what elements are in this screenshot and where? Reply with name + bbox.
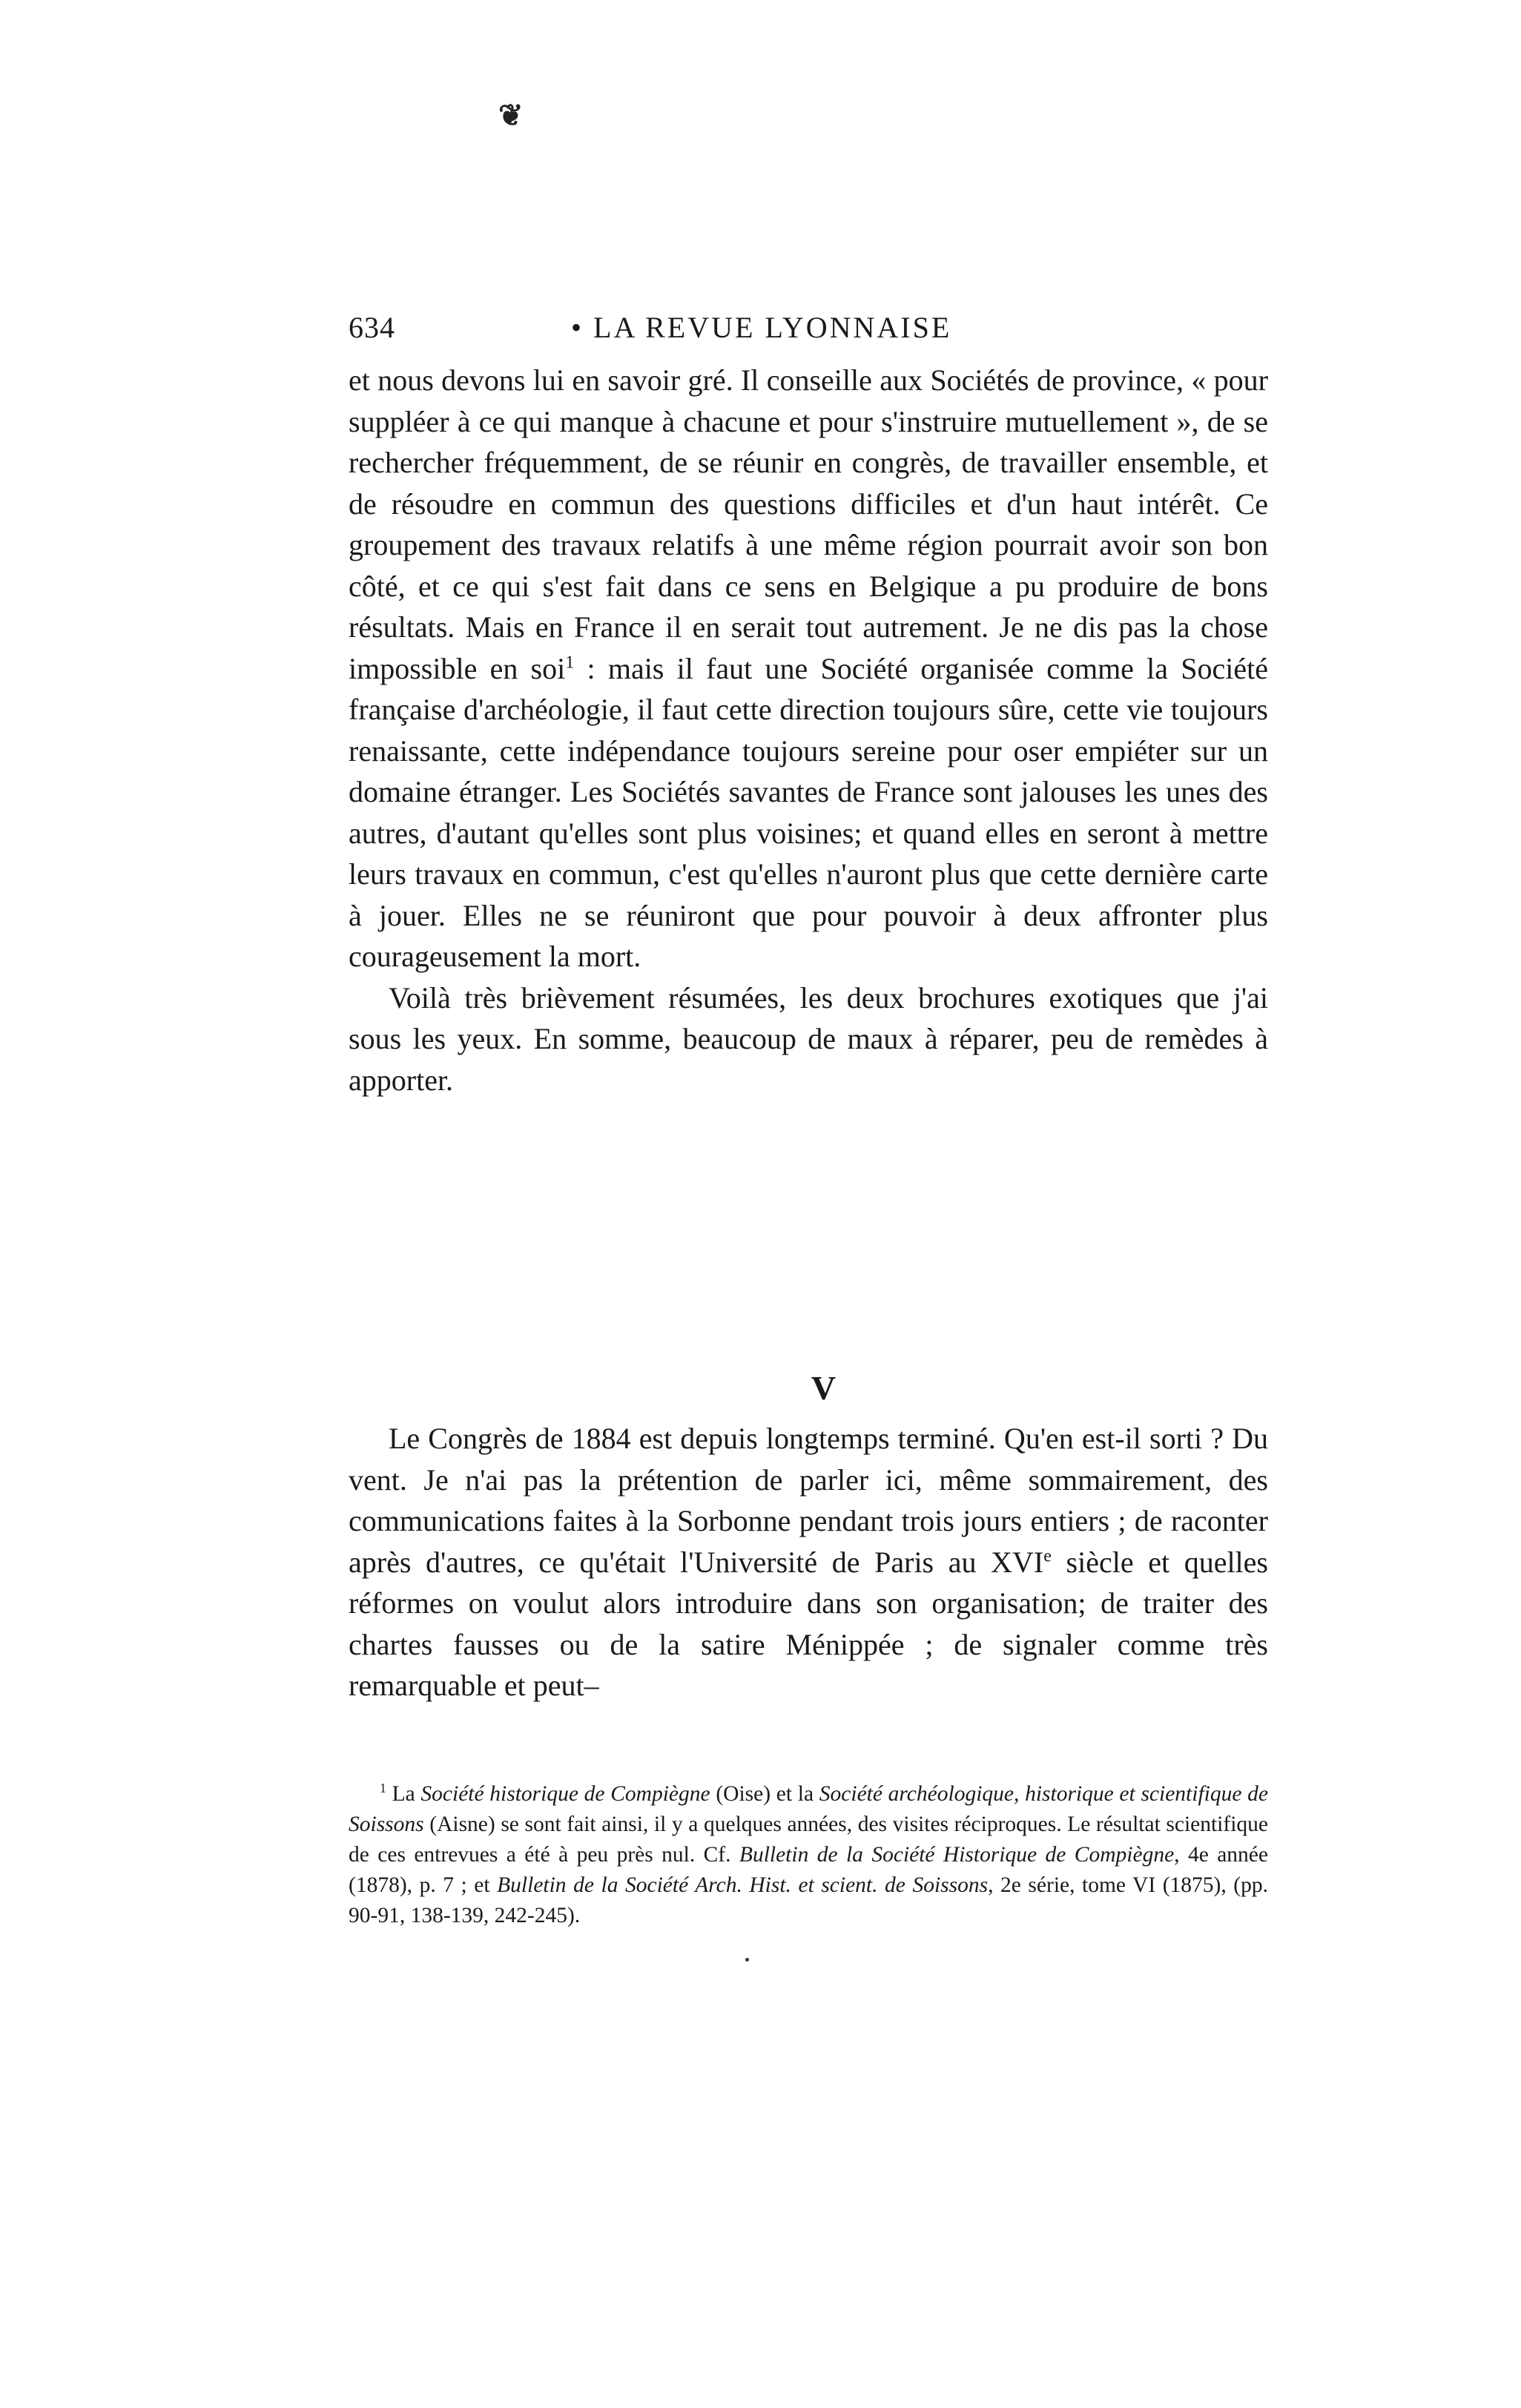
section-heading: V <box>811 1369 837 1407</box>
footnote-ref: 1 <box>565 653 575 673</box>
century-superscript: e <box>1043 1546 1052 1566</box>
page-mark: ❦ <box>498 99 524 132</box>
ink-speck <box>745 1958 749 1962</box>
footnote <box>349 1779 1268 1931</box>
section-paragraph <box>349 1418 1268 1706</box>
footnote-title-4: Bulletin de la Société Arch. Hist. et scient. de Soissons <box>497 1873 989 1897</box>
paragraph-2: Voilà très brièvement résumées, les deux brochures exotiques que j'ai sous les yeux. En somme, beaucoup de maux à réparer, peu de remèdes à apporter. <box>349 980 1268 1097</box>
page-number: 634 <box>349 311 395 344</box>
footnote-text-2: (Oise) et la <box>710 1782 819 1806</box>
paragraph-1-continued: : mais il faut une Société organisée comme la Société française d'archéologie, il faut cette direction toujours sûre, cette vie toujours renaissante, cette indépendance toujours sereine pour oser empiéter sur un domaine étranger. Les Sociétés savantes de France sont jalouses les unes des autres, d'autant qu'elles sont plus voisines; et quand elles en seront à mettre leurs travaux en commun, c'est qu'elles n'auront plus que cette dernière carte à jouer. Elles ne se réuniront que pour pouvoir à deux affronter plus courageusement la mort. <box>349 651 1269 973</box>
paragraph-1 <box>349 360 1268 977</box>
running-title: • LA REVUE LYONNAISE <box>571 311 952 344</box>
footnote-text-1: La <box>386 1782 421 1806</box>
footnote-title-3: Bulletin de la Société Historique de Compiègne <box>739 1843 1175 1867</box>
footnote-text-4: , 4e année (1878), p. 7 ; et <box>349 1843 1268 1897</box>
footnote-marker: 1 <box>380 1781 386 1796</box>
footnote-text-5: , 2e série, tome VI (1875), (pp. 90-91, 138-139, 242-245). <box>349 1873 1268 1927</box>
paragraph-1-text: et nous devons lui en savoir gré. Il conseille aux Sociétés de province, « pour suppléer à ce qui manque à chacune et pour s'instruire mutuellement », de se rechercher fréquemment, de se réunir en congrès, de travailler ensemble, et de résoudre en commun des questions difficiles et d'un haut intérêt. Ce groupement des travaux relatifs à une même région pourrait avoir son bon côté, et ce qui s'est fait dans ce sens en Belgique a pu produire de bons résultats. Mais en France il en serait tout autrement. Je ne dis pas la chose impossible en soi <box>349 363 1268 685</box>
footnote-title-1: Société historique de Compiègne <box>420 1782 710 1806</box>
footnote-text-3: (Aisne) se sont fait ainsi, il y a quelques années, des visites réciproques. Le résultat scientifique de ces entrevues a été à peu près nul. Cf. <box>349 1812 1268 1867</box>
footnote-title-2: Société archéologique, historique et scientifique de Soissons <box>349 1782 1268 1836</box>
section-text-a: Le Congrès de 1884 est depuis longtemps terminé. Qu'en est-il sorti ? Du vent. Je n'ai pas la prétention de parler ici, même sommairement, des communications faites à la Sorbonne pendant trois jours entiers ; de raconter après d'autres, ce qu'était l'Université de Paris au XVI <box>349 1422 1268 1579</box>
section-text-b: siècle et quelles réformes on voulut alors introduire dans son organisation; de traiter des chartes fausses ou de la satire Ménippée ; de signaler comme très remarquable et peut– <box>349 1545 1268 1702</box>
main-text <box>349 360 1268 1101</box>
